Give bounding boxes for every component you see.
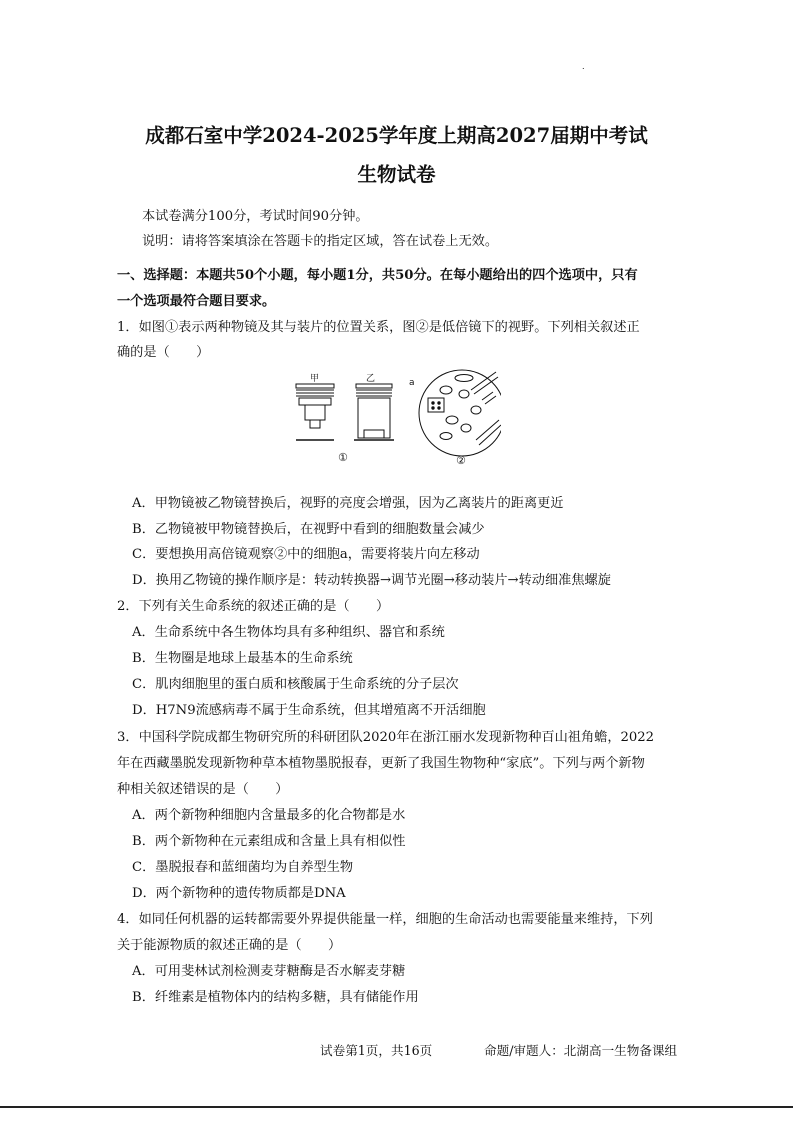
q4-stem-2: 关于能源物质的叙述正确的是（ ）	[117, 938, 342, 953]
exam-subtitle: 生物试卷	[357, 163, 436, 186]
q1-option-c: C．要想换用高倍镜观察②中的细胞a，需要将装片向左移动	[132, 547, 480, 562]
q3-stem-3: 种相关叙述错误的是（ ）	[117, 782, 289, 797]
q3-option-d: D．两个新物种的遗传物质都是DNA	[132, 886, 346, 901]
q2-option-b: B．生物圈是地球上最基本的生命系统	[132, 651, 353, 666]
q1-option-d: D．换用乙物镜的操作顺序是：转动转换器→调节光圈→移动装片→转动细准焦螺旋	[132, 573, 611, 588]
intro-line-1: 本试卷满分100分，考试时间90分钟。	[142, 209, 369, 224]
section-heading-2: 一个选项最符合题目要求。	[117, 294, 276, 309]
q3-option-b: B．两个新物种在元素组成和含量上具有相似性	[132, 834, 406, 849]
q1-option-b: B．乙物镜被甲物镜替换后，在视野中看到的细胞数量会减少	[132, 522, 485, 537]
q4-option-a: A．可用斐林试剂检测麦芽糖酶是否水解麦芽糖	[132, 964, 406, 979]
author-credit: 命题/审题人：北湖高一生物备课组	[484, 1043, 678, 1058]
q3-stem-2: 年在西藏墨脱发现新物种草本植物墨脱报春，更新了我国生物物种“家底”。下列与两个新物	[117, 756, 645, 771]
caption-1: ①	[338, 451, 348, 464]
objective-yi-icon	[354, 373, 394, 440]
section-heading-1: 一、选择题：本题共50个小题，每小题1分，共50分。在每小题给出的四个选项中，只有	[117, 268, 638, 283]
objective-jia-icon	[296, 373, 334, 440]
corner-mark: .	[582, 62, 585, 71]
page-number: 试卷第1页，共16页	[320, 1043, 433, 1058]
q1-stem-2: 确的是（ ）	[117, 345, 210, 360]
q1-option-a: A．甲物镜被乙物镜替换后，视野的亮度会增强，因为乙离装片的距离更近	[132, 496, 564, 511]
q3-option-c: C．墨脱报春和蓝细菌均为自养型生物	[132, 860, 354, 875]
caption-2: ②	[456, 454, 466, 467]
q2-option-a: A．生命系统中各生物体均具有多种组织、器官和系统	[132, 625, 445, 640]
label-jia: 甲	[310, 374, 320, 384]
label-yi: 乙	[366, 374, 376, 384]
q3-option-a: A．两个新物种细胞内含量最多的化合物都是水	[132, 808, 406, 823]
label-a: a	[409, 378, 415, 388]
q2-option-d: D．H7N9流感病毒不属于生命系统，但其增殖离不开活细胞	[132, 703, 486, 718]
page-bottom-line	[0, 1106, 793, 1108]
q4-stem-1: 4．如同任何机器的运转都需要外界提供能量一样，细胞的生命活动也需要能量来维持，下列	[117, 912, 653, 927]
q3-stem-1: 3．中国科学院成都生物研究所的科研团队2020年在浙江丽水发现新物种百山祖角蟾，2022	[117, 730, 655, 745]
exam-title: 成都石室中学2024-2025学年度上期高2027届期中考试	[145, 124, 648, 147]
field-of-view-icon	[409, 370, 501, 456]
microscope-figure	[286, 360, 501, 470]
intro-line-2: 说明：请将答案填涂在答题卡的指定区域，答在试卷上无效。	[142, 234, 499, 249]
q4-option-b: B．纤维素是植物体内的结构多糖，具有储能作用	[132, 990, 419, 1005]
q2-option-c: C．肌肉细胞里的蛋白质和核酸属于生命系统的分子层次	[132, 677, 459, 692]
q2-stem: 2．下列有关生命系统的叙述正确的是（ ）	[117, 599, 390, 614]
q1-stem-1: 1．如图①表示两种物镜及其与装片的位置关系，图②是低倍镜下的视野。下列相关叙述正	[117, 320, 640, 335]
